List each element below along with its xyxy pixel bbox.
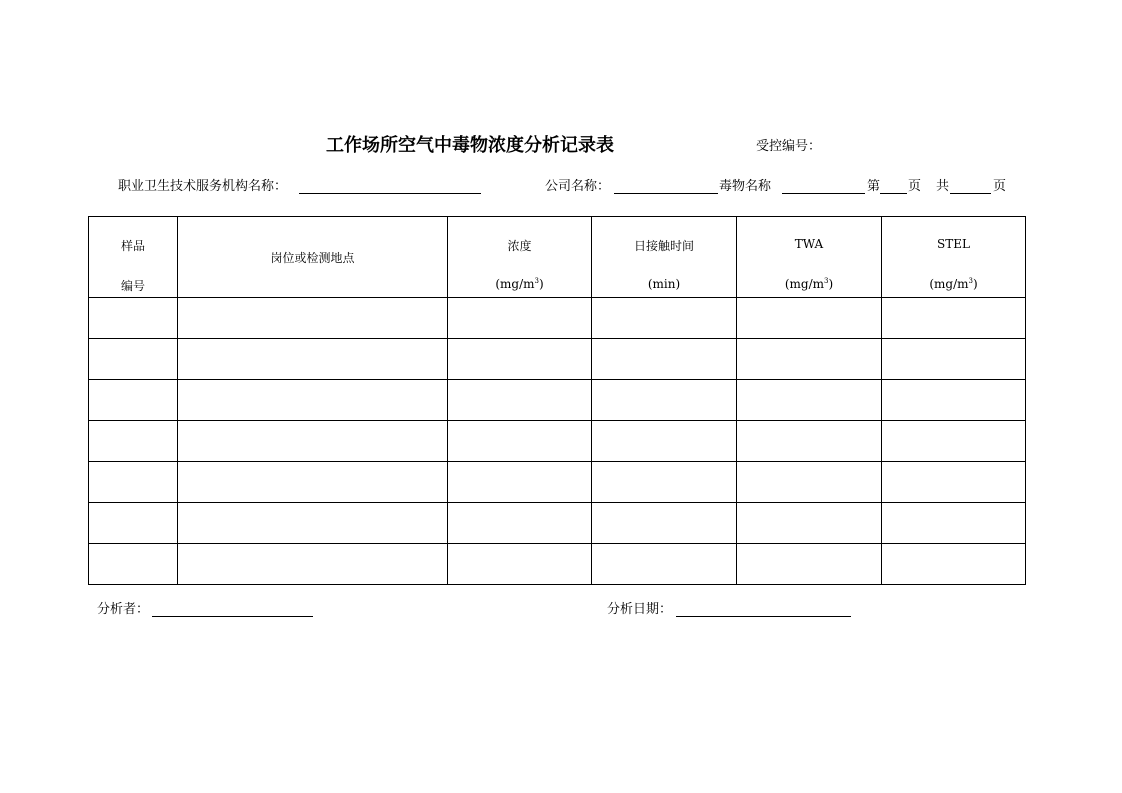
page-suffix: 页 bbox=[908, 179, 922, 194]
table-row bbox=[89, 544, 1026, 585]
date-label: 分析日期： bbox=[607, 602, 673, 617]
table-cell[interactable] bbox=[178, 421, 448, 462]
table-cell[interactable] bbox=[448, 298, 592, 339]
form-title: 工作场所空气中毒物浓度分析记录表 bbox=[326, 135, 614, 156]
header-exposure-time: 日接触时间 (min) bbox=[592, 217, 737, 298]
table-cell[interactable] bbox=[448, 339, 592, 380]
table-cell[interactable] bbox=[178, 462, 448, 503]
company-label: 公司名称： bbox=[545, 179, 611, 194]
table-cell[interactable] bbox=[737, 380, 882, 421]
table-cell[interactable] bbox=[89, 462, 178, 503]
table-cell[interactable] bbox=[89, 503, 178, 544]
analyst-label: 分析者： bbox=[97, 602, 150, 617]
table-cell[interactable] bbox=[592, 421, 737, 462]
header-twa: TWA $(mg/m^3)$ bbox=[737, 217, 882, 298]
table-cell[interactable] bbox=[737, 503, 882, 544]
table-cell[interactable] bbox=[178, 544, 448, 585]
total-suffix: 页 bbox=[993, 179, 1007, 194]
table-cell[interactable] bbox=[882, 339, 1026, 380]
table-cell[interactable] bbox=[737, 339, 882, 380]
table-cell[interactable] bbox=[178, 380, 448, 421]
table-cell[interactable] bbox=[592, 503, 737, 544]
table-row bbox=[89, 380, 1026, 421]
header-concentration: 浓度 $(mg/m^3)$ bbox=[448, 217, 592, 298]
header-stel: STEL $(mg/m^3)$ bbox=[882, 217, 1026, 298]
table-cell[interactable] bbox=[882, 298, 1026, 339]
toxin-field[interactable] bbox=[782, 193, 865, 194]
table-header-row bbox=[89, 217, 1026, 298]
table-cell[interactable] bbox=[448, 380, 592, 421]
table-cell[interactable] bbox=[448, 421, 592, 462]
table-row bbox=[89, 298, 1026, 339]
table-cell[interactable] bbox=[178, 339, 448, 380]
table-cell[interactable] bbox=[448, 503, 592, 544]
toxin-label: 毒物名称 bbox=[719, 179, 772, 194]
table-cell[interactable] bbox=[592, 380, 737, 421]
org-label: 职业卫生技术服务机构名称： bbox=[118, 179, 288, 194]
table-cell[interactable] bbox=[89, 421, 178, 462]
table-cell[interactable] bbox=[737, 462, 882, 503]
page-prefix: 第 bbox=[867, 179, 881, 194]
table-cell[interactable] bbox=[592, 462, 737, 503]
table-cell[interactable] bbox=[592, 544, 737, 585]
header-location: 岗位或检测地点 bbox=[178, 217, 448, 298]
date-field[interactable] bbox=[676, 616, 851, 617]
org-field[interactable] bbox=[299, 193, 481, 194]
table-cell[interactable] bbox=[89, 380, 178, 421]
table-cell[interactable] bbox=[737, 421, 882, 462]
header-sample-id: 样品 编号 bbox=[89, 217, 178, 298]
page-number-field[interactable] bbox=[880, 193, 907, 194]
table-cell[interactable] bbox=[592, 339, 737, 380]
table-cell[interactable] bbox=[882, 462, 1026, 503]
table-cell[interactable] bbox=[737, 544, 882, 585]
table-row bbox=[89, 503, 1026, 544]
table-cell[interactable] bbox=[882, 380, 1026, 421]
table-cell[interactable] bbox=[882, 544, 1026, 585]
table-row bbox=[89, 421, 1026, 462]
table-cell[interactable] bbox=[737, 298, 882, 339]
table-cell[interactable] bbox=[882, 421, 1026, 462]
table-cell[interactable] bbox=[89, 544, 178, 585]
table-cell[interactable] bbox=[89, 298, 178, 339]
table-cell[interactable] bbox=[178, 298, 448, 339]
table-cell[interactable] bbox=[178, 503, 448, 544]
record-table bbox=[88, 216, 1026, 585]
total-pages-field[interactable] bbox=[950, 193, 991, 194]
control-number-label: 受控编号： bbox=[756, 139, 822, 154]
table-cell[interactable] bbox=[448, 544, 592, 585]
table-row bbox=[89, 339, 1026, 380]
table-cell[interactable] bbox=[592, 298, 737, 339]
table-cell[interactable] bbox=[448, 462, 592, 503]
total-prefix: 共 bbox=[936, 179, 950, 194]
table-row bbox=[89, 462, 1026, 503]
table-cell[interactable] bbox=[89, 339, 178, 380]
analyst-field[interactable] bbox=[152, 616, 313, 617]
company-field[interactable] bbox=[614, 193, 718, 194]
table-cell[interactable] bbox=[882, 503, 1026, 544]
